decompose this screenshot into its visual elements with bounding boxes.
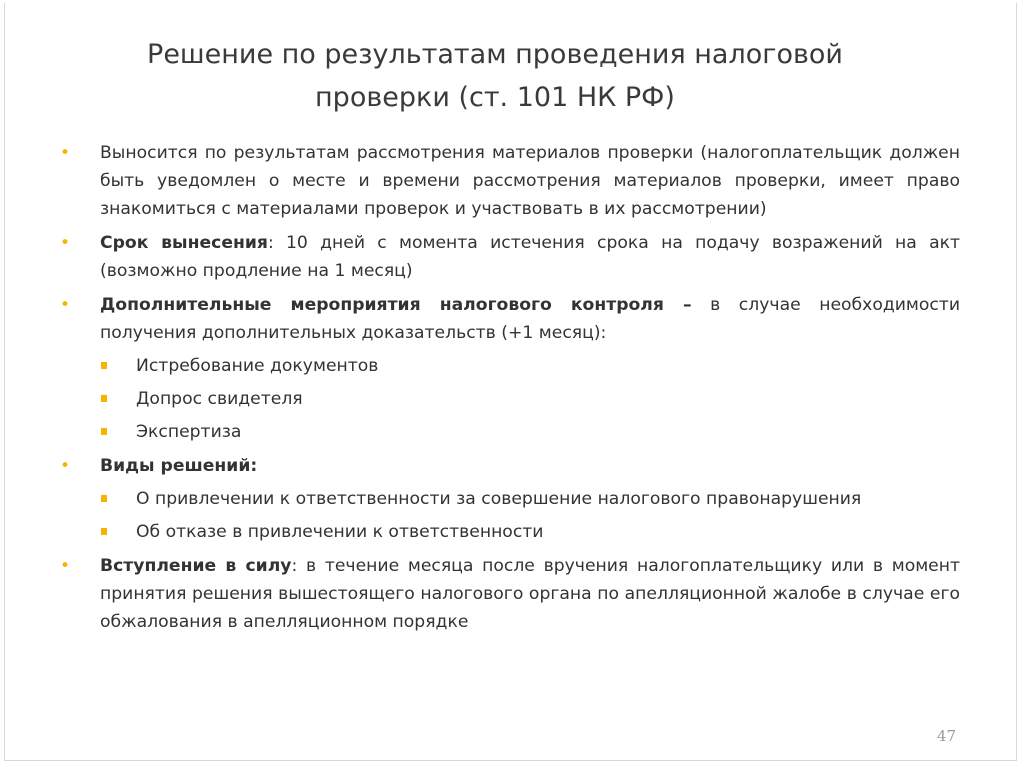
bullet-icon: • — [60, 295, 71, 315]
page-number: 47 — [936, 727, 956, 745]
item-bold-term: Вступление в силу — [100, 556, 292, 576]
square-bullet-icon — [101, 428, 107, 435]
item-bold-term: Дополнительные мероприятия налогового контроля – — [100, 295, 692, 315]
sub-item-text: О привлечении к ответственности за совершение налогового правонарушения — [136, 489, 862, 509]
sub-list-item — [60, 418, 960, 446]
sub-item-text: Экспертиза — [136, 422, 242, 442]
bullet-list — [60, 139, 960, 636]
sub-list-item — [60, 352, 960, 380]
square-bullet-icon — [101, 362, 107, 369]
sub-list-item — [60, 485, 960, 513]
sub-list-item — [60, 385, 960, 413]
square-bullet-icon — [101, 528, 107, 535]
list-item — [60, 552, 960, 636]
bullet-icon: • — [60, 456, 71, 476]
item-text: : в течение месяца после вручения налогоплательщику или в момент принятия решения вышестоящего налогового органа по апелляционной жалобе в случае его обжалования в апелляционном порядке — [100, 556, 961, 632]
item-text: Выносится по результатам рассмотрения материалов проверки (налогоплательщик должен быть уведомлен о месте и времени рассмотрения материалов проверки, имеет право знакомиться с материалами проверок и участвовать в их рассмотрении) — [100, 143, 960, 219]
item-bold-term: Виды решений: — [100, 456, 258, 476]
title-line-2: проверки (ст. 101 НК РФ) — [315, 82, 675, 113]
square-bullet-icon — [101, 395, 107, 402]
list-item — [60, 291, 960, 347]
slide — [4, 3, 1017, 761]
sub-list-item — [60, 518, 960, 546]
bullet-icon: • — [60, 143, 71, 163]
sub-item-text: Допрос свидетеля — [136, 389, 303, 409]
list-item — [60, 229, 960, 285]
list-item — [60, 139, 960, 223]
bullet-icon: • — [60, 556, 71, 576]
slide-title — [115, 33, 875, 119]
item-text: в случае необходимости получения дополнительных доказательств (+1 месяц): — [100, 295, 960, 343]
square-bullet-icon — [101, 495, 107, 502]
sub-item-text: Истребование документов — [136, 356, 379, 376]
item-text: : 10 дней с момента истечения срока на подачу возражений на акт (возможно продление на 1 месяц) — [100, 233, 960, 281]
bullet-icon: • — [60, 233, 71, 253]
item-bold-term: Срок вынесения — [100, 233, 268, 253]
sub-item-text: Об отказе в привлечении к ответственности — [136, 522, 544, 542]
list-item — [60, 452, 960, 480]
title-line-1: Решение по результатам проведения налоговой — [147, 39, 843, 70]
